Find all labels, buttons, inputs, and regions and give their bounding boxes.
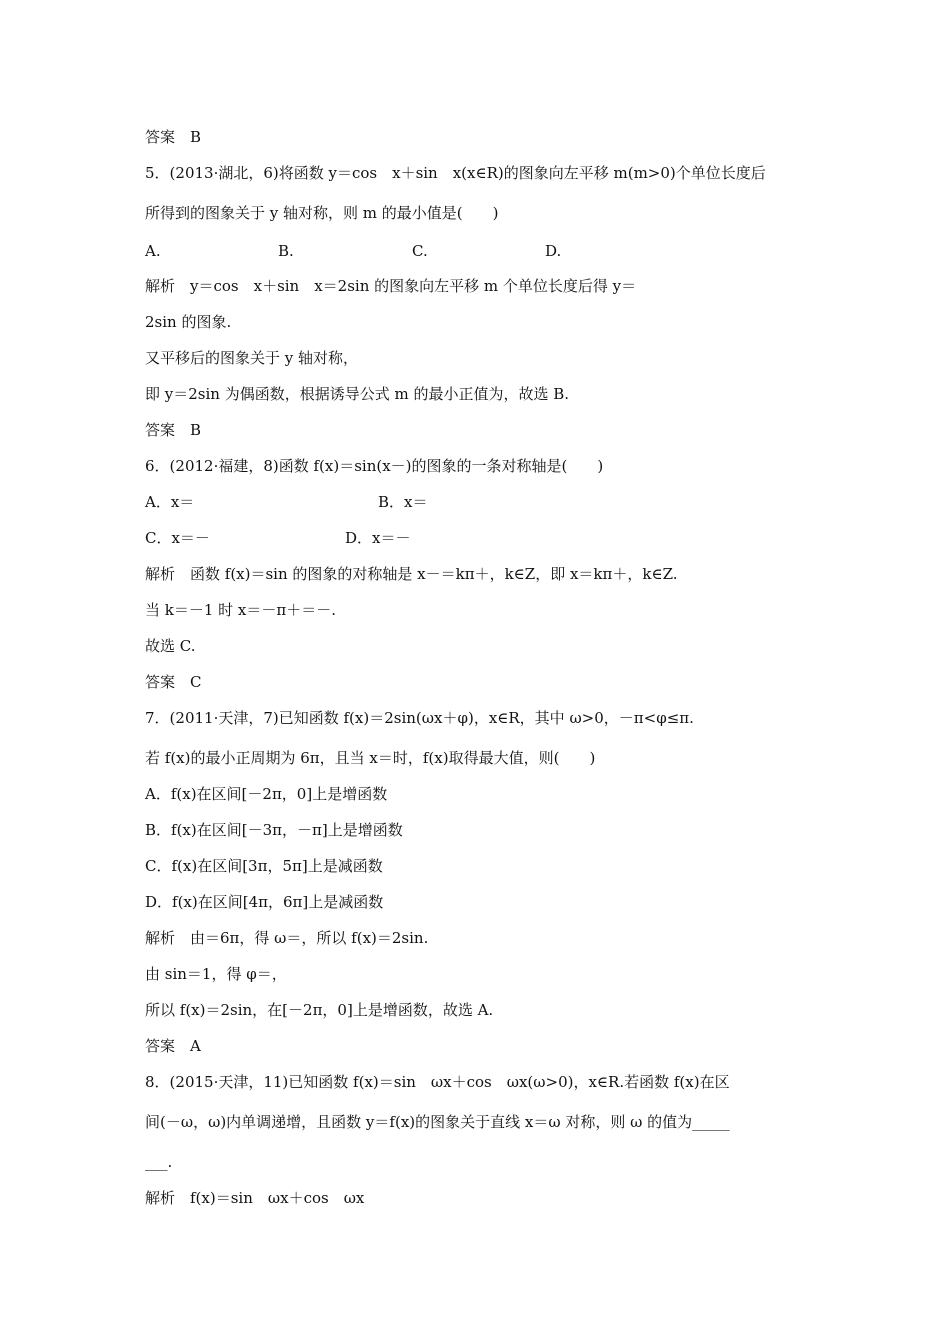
answer-q6: 答案 C — [145, 673, 202, 691]
solution-q6-line2: 当 k＝－1 时 x＝－π＋＝－. — [145, 601, 337, 619]
solution-q5-line1: 解析 y＝cos x＋sin x＝2sin 的图象向左平移 m 个单位长度后得 y＝ — [145, 277, 637, 295]
answer-q4: 答案 B — [145, 128, 202, 146]
question-5-line1: 5．(2013·湖北，6)将函数 y＝cos x＋sin x(x∈R)的图象向左平移 m(m>0)个单位长度后 — [145, 164, 766, 182]
q7-option-c: C．f(x)在区间[3π，5π]上是减函数 — [145, 857, 383, 875]
q6-option-d: D．x＝－ — [345, 529, 411, 547]
solution-q5-line4: 即 y＝2sin 为偶函数，根据诱导公式 m 的最小正值为，故选 B. — [145, 385, 570, 403]
answer-q7: 答案 A — [145, 1037, 201, 1055]
q5-option-b: B. — [278, 242, 294, 260]
solution-q7-line3: 所以 f(x)＝2sin，在[－2π，0]上是增函数，故选 A. — [145, 1001, 494, 1019]
answer-q5: 答案 B — [145, 421, 202, 439]
q5-option-d: D. — [545, 242, 562, 260]
q7-option-b: B．f(x)在区间[－3π，－π]上是增函数 — [145, 821, 403, 839]
question-7-line2: 若 f(x)的最小正周期为 6π，且当 x＝时，f(x)取得最大值，则( ) — [145, 749, 596, 767]
solution-q8-line1: 解析 f(x)＝sin ωx＋cos ωx — [145, 1189, 365, 1207]
question-6: 6．(2012·福建，8)函数 f(x)＝sin(x－)的图象的一条对称轴是( ) — [145, 457, 604, 475]
q7-option-d: D．f(x)在区间[4π，6π]上是减函数 — [145, 893, 384, 911]
solution-q5-line2: 2sin 的图象. — [145, 313, 232, 331]
q6-option-b: B．x＝ — [378, 493, 428, 511]
question-8-line2: 间(－ω，ω)内单调递增，且函数 y＝f(x)的图象关于直线 x＝ω 对称，则 ω 的值为_____ — [145, 1113, 730, 1131]
solution-q7-line2: 由 sin＝1，得 φ＝， — [145, 965, 287, 983]
solution-q7-line1: 解析 由＝6π，得 ω＝，所以 f(x)＝2sin. — [145, 929, 429, 947]
question-5-line2: 所得到的图象关于 y 轴对称，则 m 的最小值是( ) — [145, 204, 499, 222]
q6-option-c: C．x＝－ — [145, 529, 210, 547]
q7-option-a: A．f(x)在区间[－2π，0]上是增函数 — [145, 785, 388, 803]
solution-q5-line3: 又平移后的图象关于 y 轴对称， — [145, 349, 359, 367]
q6-option-a: A．x＝ — [145, 493, 195, 511]
question-7-line1: 7．(2011·天津，7)已知函数 f(x)＝2sin(ωx＋φ)，x∈R，其中 ω>0，－π<φ≤π. — [145, 709, 694, 727]
question-8-line1: 8．(2015·天津，11)已知函数 f(x)＝sin ωx＋cos ωx(ω>0)，x∈R.若函数 f(x)在区 — [145, 1073, 730, 1091]
q5-option-a: A. — [145, 242, 161, 260]
solution-q6-line3: 故选 C. — [145, 637, 196, 655]
question-8-line3: ___. — [145, 1153, 173, 1171]
solution-q6-line1: 解析 函数 f(x)＝sin 的图象的对称轴是 x－＝kπ＋，k∈Z，即 x＝kπ＋，k∈Z. — [145, 565, 678, 583]
q5-option-c: C. — [412, 242, 428, 260]
